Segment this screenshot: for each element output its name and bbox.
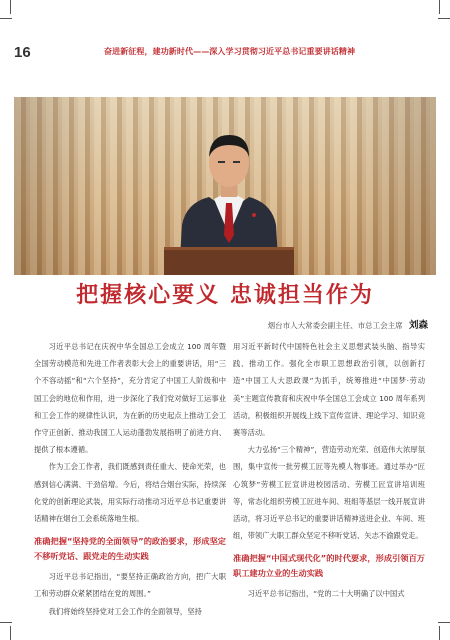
author-role: 烟台市人大常委会副主任、市总工会主席 <box>267 321 403 330</box>
paragraph: 习近平总书记在庆祝中华全国总工会成立 100 周年暨全国劳动模范和先进工作者表彰大会上的重要讲话，用“三个不容动摇”和“六个坚持”，充分肯定了中国工人阶级和中国工会的地位和作用，进一步深化了我们党对做好工运事业和工会工作的规律性认识，为在新的历史起点上推动工会工作守正创新、推动我国工人运动蓬勃发展指明了前进方向、提供了根本遵循。 <box>34 342 226 455</box>
paragraph: 习近平总书记指出，“党的二十大明确了以中国式 <box>247 589 405 599</box>
page-number: 16 <box>14 44 31 61</box>
crop-mark <box>10 626 11 640</box>
speaker-photo <box>14 97 436 275</box>
section-heading: 准确把握“坚持党的全面领导”的政治要求，形成坚定不移听党话、跟党走的生动实践 <box>34 536 226 562</box>
paragraph: 我们将始终坚持党对工会工作的全面领导，坚持 <box>48 606 202 616</box>
left-column <box>34 338 226 620</box>
podium <box>164 247 294 275</box>
running-header: 奋进新征程，建功新时代——深入学习贯彻习近平总书记重要讲话精神 <box>104 47 356 56</box>
section-heading: 准确把握“中国式现代化”的时代要求，形成引领百万职工建功立业的生动实践 <box>233 553 425 579</box>
crop-mark <box>10 0 11 14</box>
paragraph: 作为工会工作者，我们既感到责任重大、使命光荣，也感到信心满满、干劲倍增。今后，将结合烟台实际，持续深化党的创新理论武装，用实际行动推动习近平总书记重要讲话精神在烟台工会系统落地生根。 <box>34 462 226 524</box>
byline <box>268 317 428 331</box>
right-column <box>233 338 425 603</box>
crop-mark <box>438 18 450 19</box>
crop-mark <box>438 622 450 623</box>
paragraph: 大力弘扬“三个精神”，营造劳动光荣、创造伟大浓厚氛围，集中宣传一批劳模工匠等先模人物事迹。通过举办“匠心筑梦”劳模工匠宣讲进校园活动、劳模工匠宣讲培训班等，常态化组织劳模工匠进车间、班组等基层一线开展宣讲活动，将习近平总书记的重要讲话精神送进企业、车间、班组，带领广大职工群众坚定不移听党话、矢志不渝跟党走。 <box>233 445 425 541</box>
article-title: 把握核心要义 忠诚担当作为 <box>76 282 374 308</box>
crop-mark <box>439 626 440 640</box>
crop-mark <box>439 0 440 14</box>
paragraph: 用习近平新时代中国特色社会主义思想武装头脑、指导实践、推动工作。强化全市职工思想政治引领，以创新打造“中国工人大思政课”为抓手，统筹推进“中国梦·劳动美”主题宣传教育和庆祝中华全国总工会成立 100 周年系列活动，积极组织开展线上线下宣传宣讲、理论学习、知识竞赛等活动。 <box>233 342 425 438</box>
crop-mark <box>0 622 12 623</box>
crop-mark <box>0 18 12 19</box>
paragraph: 习近平总书记指出，“要坚持正确政治方向，把广大职工和劳动群众紧紧团结在党的周围。” <box>34 572 226 599</box>
author-name: 刘森 <box>408 320 428 331</box>
